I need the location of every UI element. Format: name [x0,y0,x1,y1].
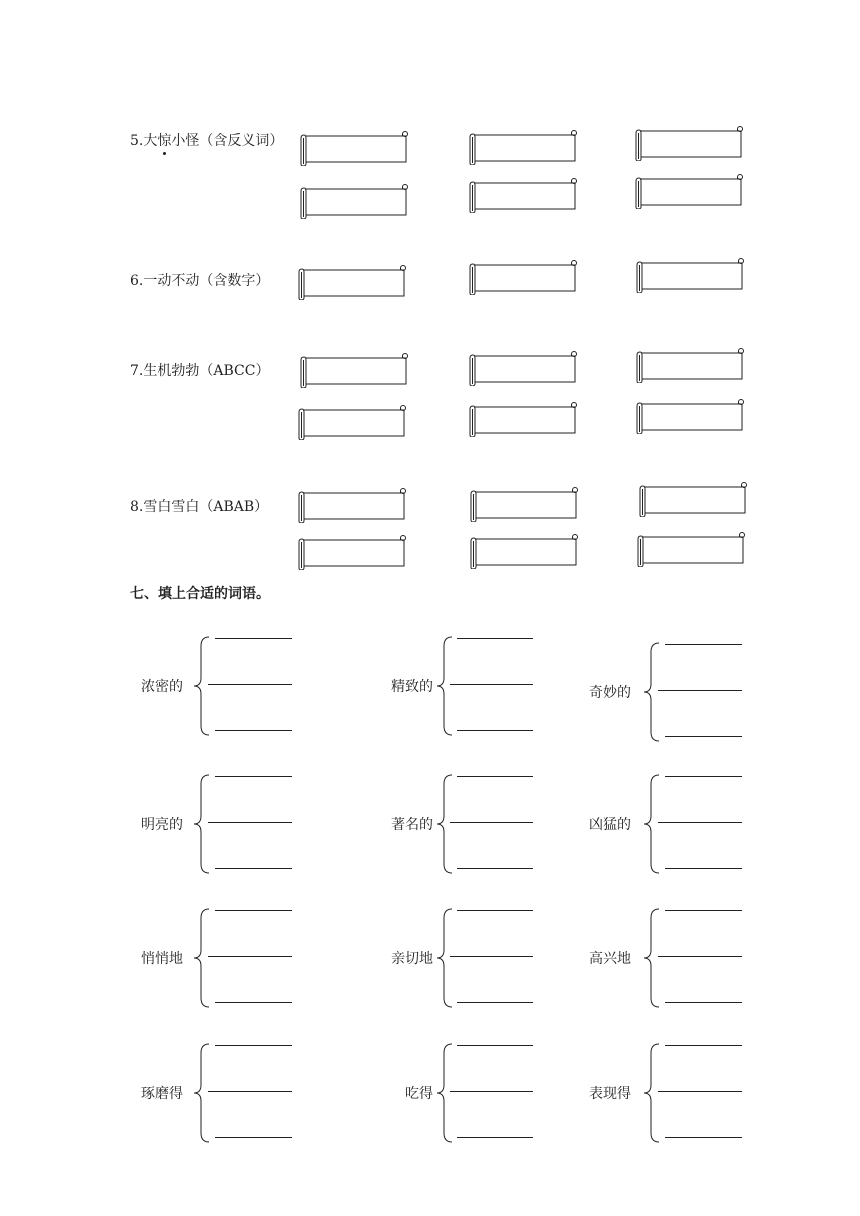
word-stem: 吃得 [405,1086,433,1102]
curly-brace [436,774,456,874]
answer-scroll-box[interactable] [467,401,579,437]
answer-blank-line[interactable] [658,690,742,691]
answer-blank-line[interactable] [208,684,292,685]
question-6-label: 6.一动不动（含数字） [130,273,270,289]
answer-blank-line[interactable] [457,1137,533,1138]
answer-blank-line[interactable] [450,822,533,823]
answer-blank-line[interactable] [658,956,742,957]
question-7-label: 7.生机勃勃（ABCC） [130,363,270,379]
q5-prefix: 5. [130,133,144,149]
answer-blank-line[interactable] [665,736,742,737]
curly-brace [436,636,456,736]
word-stem: 凶猛的 [589,817,631,833]
word-stem: 奇妙的 [589,685,631,701]
answer-blank-line[interactable] [215,776,292,777]
answer-blank-line[interactable] [457,776,533,777]
section-7-title: 七、填上合适的词语。 [130,586,270,602]
answer-blank-line[interactable] [208,1091,292,1092]
question-5-label [130,130,283,150]
answer-blank-line[interactable] [457,868,533,869]
answer-blank-line[interactable] [450,1091,533,1092]
answer-scroll-box[interactable] [467,259,579,295]
answer-blank-line[interactable] [215,910,292,911]
curly-brace [193,1043,213,1143]
word-stem: 亲切地 [391,951,433,967]
answer-scroll-box[interactable] [296,404,408,440]
word-stem: 明亮的 [141,817,183,833]
curly-brace [643,774,663,874]
answer-scroll-box[interactable] [633,173,745,209]
answer-scroll-box[interactable] [467,177,579,213]
answer-blank-line[interactable] [215,730,292,731]
answer-blank-line[interactable] [457,1002,533,1003]
answer-blank-line[interactable] [215,1002,292,1003]
answer-blank-line[interactable] [658,822,742,823]
curly-brace [193,636,213,736]
answer-scroll-box[interactable] [634,398,746,434]
answer-scroll-box[interactable] [298,130,410,166]
answer-blank-line[interactable] [450,956,533,957]
word-stem: 高兴地 [589,951,631,967]
answer-scroll-box[interactable] [298,183,410,219]
answer-blank-line[interactable] [665,910,742,911]
q5-char-2-dotted: 惊 [157,133,172,149]
curly-brace [436,1043,456,1143]
answer-blank-line[interactable] [457,910,533,911]
answer-blank-line[interactable] [450,684,533,685]
word-stem: 浓密的 [141,679,183,695]
question-8-label: 8.雪白雪白（ABAB） [130,499,269,515]
answer-blank-line[interactable] [457,1045,533,1046]
answer-scroll-box[interactable] [296,534,408,570]
answer-blank-line[interactable] [215,1045,292,1046]
answer-blank-line[interactable] [665,776,742,777]
answer-scroll-box[interactable] [635,531,747,567]
answer-scroll-box[interactable] [296,264,408,300]
q5-char-3: 小 [171,133,186,149]
answer-scroll-box[interactable] [468,486,580,522]
answer-scroll-box[interactable] [634,347,746,383]
answer-blank-line[interactable] [215,868,292,869]
curly-brace [436,908,456,1008]
curly-brace [643,908,663,1008]
q5-char-4: 怪 [185,133,200,149]
answer-scroll-box[interactable] [468,533,580,569]
word-stem: 表现得 [589,1086,631,1102]
answer-scroll-box[interactable] [467,350,579,386]
answer-blank-line[interactable] [208,956,292,957]
answer-scroll-box[interactable] [633,125,745,161]
answer-blank-line[interactable] [215,1137,292,1138]
curly-brace [193,774,213,874]
answer-blank-line[interactable] [665,644,742,645]
word-stem: 精致的 [391,679,433,695]
answer-blank-line[interactable] [665,1137,742,1138]
answer-blank-line[interactable] [208,822,292,823]
answer-blank-line[interactable] [457,638,533,639]
answer-scroll-box[interactable] [637,481,749,517]
word-stem: 琢磨得 [141,1086,183,1102]
word-stem: 悄悄地 [141,951,183,967]
answer-blank-line[interactable] [215,638,292,639]
answer-scroll-box[interactable] [298,352,410,388]
q5-char-1: 大 [143,133,158,149]
curly-brace [643,642,663,742]
answer-blank-line[interactable] [665,1002,742,1003]
answer-scroll-box[interactable] [467,129,579,165]
q5-suffix: （含反义词） [199,133,284,149]
answer-scroll-box[interactable] [296,487,408,523]
answer-blank-line[interactable] [665,1045,742,1046]
answer-blank-line[interactable] [658,1091,742,1092]
answer-blank-line[interactable] [665,868,742,869]
word-stem: 著名的 [391,817,433,833]
curly-brace [643,1043,663,1143]
curly-brace [193,908,213,1008]
answer-blank-line[interactable] [457,730,533,731]
answer-scroll-box[interactable] [634,257,746,293]
